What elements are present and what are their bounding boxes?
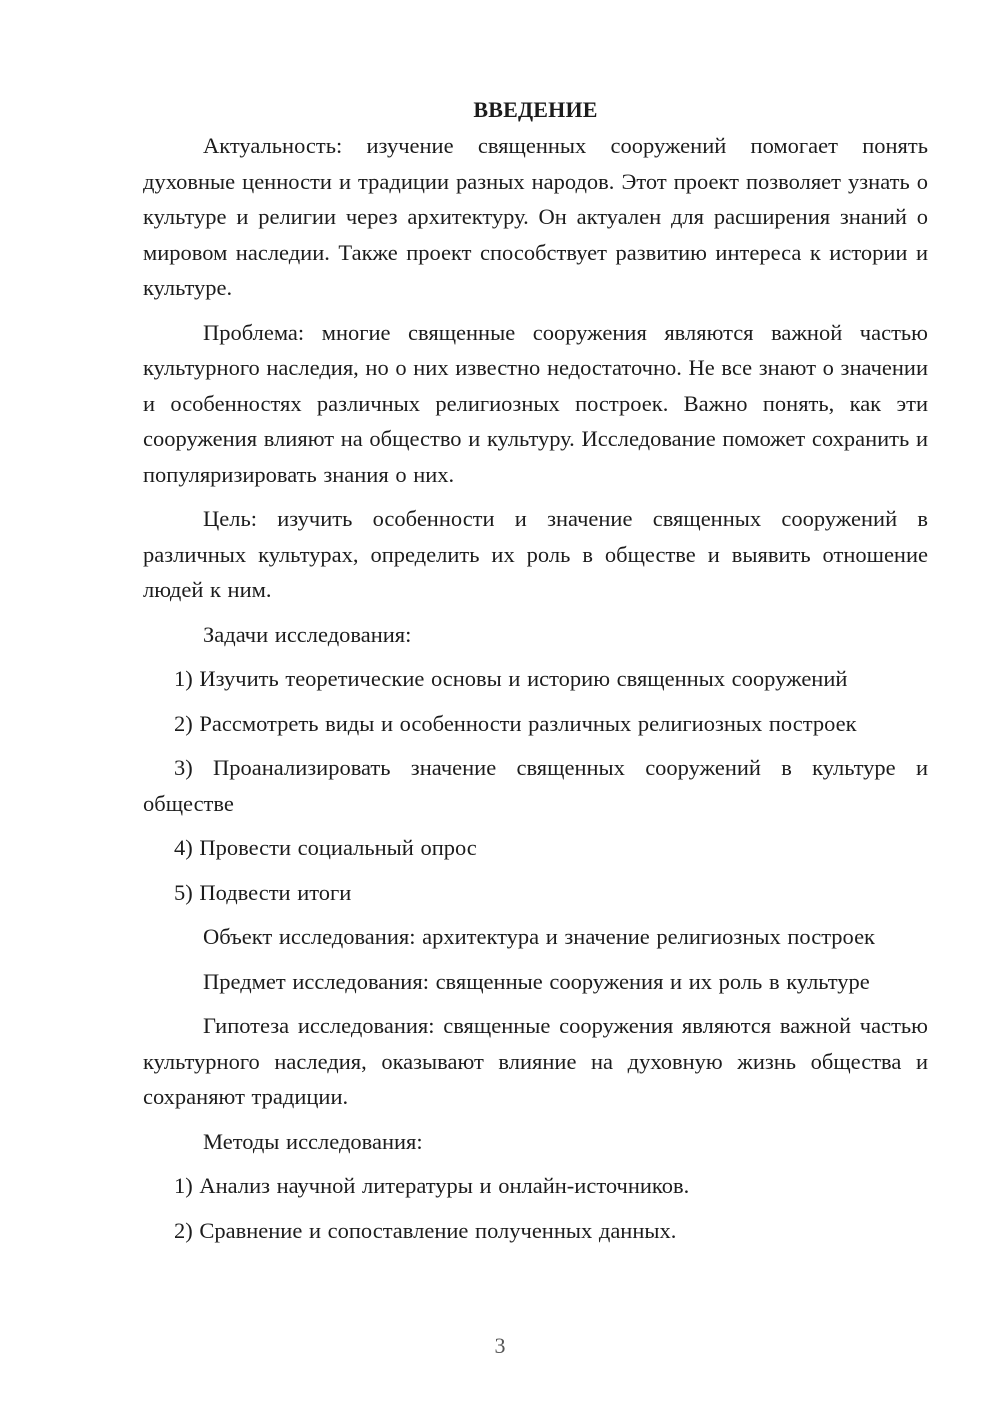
page-number: 3 [494, 1333, 506, 1358]
hypothesis-paragraph: Гипотеза исследования: священные сооружения являются важной частью культурного наследия, оказывают влияние на духовную жизнь общества и сохраняют традиции. [143, 1013, 928, 1109]
goal-paragraph: Цель: изучить особенности и значение священных сооружений в различных культурах, определить их роль в обществе и выявить отношение людей к ним. [143, 506, 928, 602]
document-page [143, 92, 928, 1257]
object-paragraph: Объект исследования: архитектура и значение религиозных построек [203, 924, 875, 949]
section-title: ВВЕДЕНИЕ [473, 97, 598, 122]
method-item-1: 1) Анализ научной литературы и онлайн-источников. [174, 1173, 690, 1198]
tasks-heading: Задачи исследования: [203, 621, 412, 647]
task-item-3: 3) Проанализировать значение священных сооружений в культуре и обществе [143, 755, 928, 816]
method-item-2: 2) Сравнение и сопоставление полученных данных. [174, 1217, 677, 1243]
task-item-2: 2) Рассмотреть виды и особенности различных религиозных построек [174, 710, 857, 736]
methods-heading: Методы исследования: [203, 1128, 423, 1154]
task-item-1: 1) Изучить теоретические основы и историю священных сооружений [174, 666, 848, 691]
relevance-paragraph: Актуальность: изучение священных сооружений помогает понять духовные ценности и традиции разных народов. Этот проект позволяет узнать о культуре и религии через архитектуру. Он актуален для расширения знаний о мировом наследии. Также проект способствует развитию интереса к истории и культуре. [143, 133, 928, 300]
task-item-4: 4) Провести социальный опрос [174, 835, 477, 860]
problem-paragraph: Проблема: многие священные сооружения являются важной частью культурного наследия, но о них известно недостаточно. Не все знают о значении и особенностях различных религиозных построек. Важно понять, как эти сооружения влияют на общество и культуру. Исследование поможет сохранить и популяризировать знания о них. [143, 319, 928, 487]
task-item-5: 5) Подвести итоги [174, 879, 352, 905]
subject-paragraph: Предмет исследования: священные сооружения и их роль в культуре [203, 968, 870, 994]
